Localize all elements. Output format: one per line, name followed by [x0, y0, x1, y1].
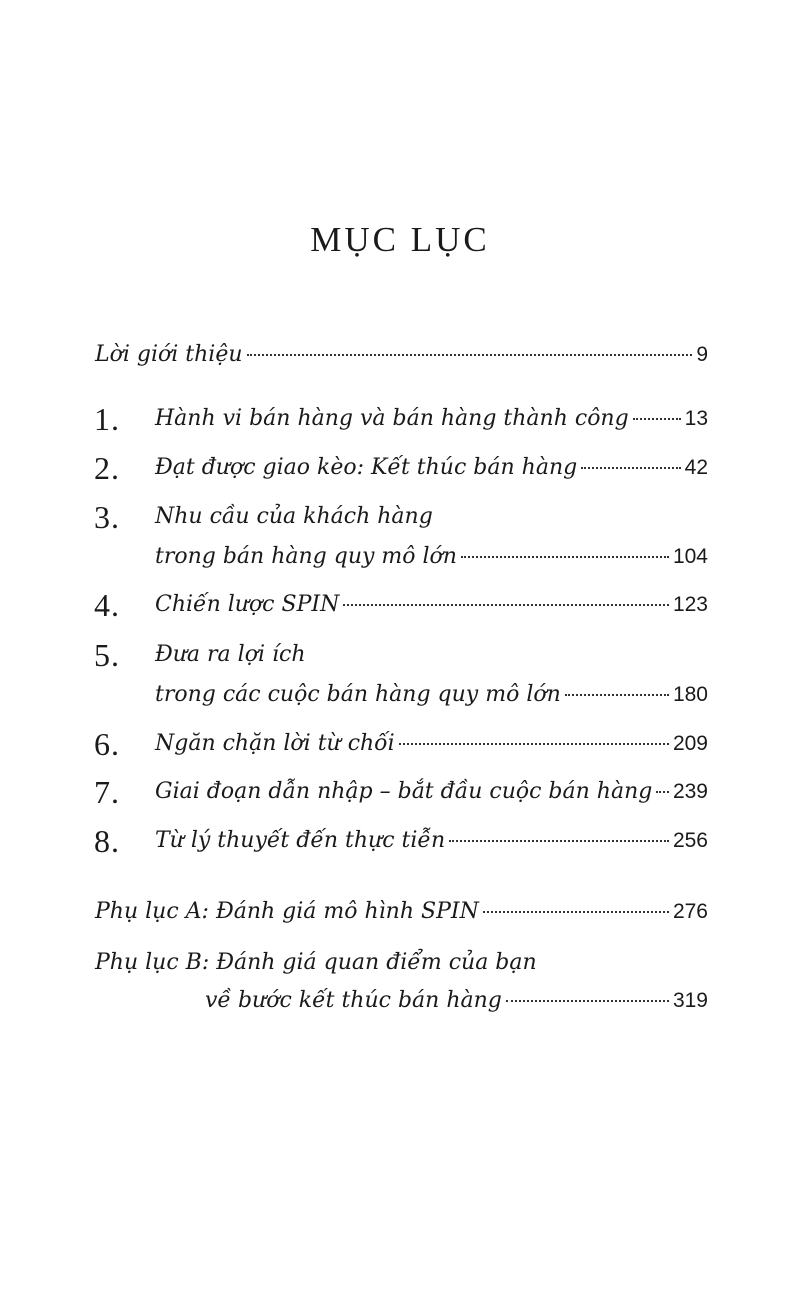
dot-leader [461, 556, 669, 558]
toc-entry-label: Từ lý thuyết đến thực tiễn [155, 828, 446, 853]
toc-entry-label: Giai đoạn dẫn nhập – bắt đầu cuộc bán hàng [155, 779, 653, 804]
toc-entry-label-line: Phụ lục B: Đánh giá quan điểm của bạn [95, 950, 537, 975]
chapter-number: 6. [94, 726, 120, 762]
chapter-number: 8. [94, 823, 120, 859]
dot-leader [343, 604, 669, 606]
toc-entry-label-line: Nhu cầu của khách hàng [155, 504, 433, 529]
dot-leader [565, 694, 669, 696]
dot-leader [483, 911, 669, 913]
toc-entry-page: 209 [672, 732, 708, 755]
toc-entry-label: Ngăn chặn lời từ chối [155, 731, 395, 756]
toc-entry-label: về bước kết thúc bán hàng [205, 988, 502, 1013]
toc-entry-label: Lời giới thiệu [95, 342, 243, 367]
chapter-number: 7. [94, 774, 120, 810]
toc-entry-chapter-8 [155, 826, 708, 856]
toc-entry-appendix-a [95, 897, 708, 927]
toc-entry-page: 13 [684, 407, 708, 430]
toc-entry-page: 104 [672, 545, 708, 568]
dot-leader [449, 840, 669, 842]
dot-leader [399, 743, 669, 745]
toc-entry-label: Phụ lục A: Đánh giá mô hình SPIN [95, 899, 479, 924]
dot-leader [656, 791, 669, 793]
toc-entry-chapter-2 [155, 453, 708, 483]
toc-entry-chapter-1 [155, 404, 708, 434]
toc-entry-appendix-b [205, 986, 708, 1016]
chapter-number: 5. [94, 637, 120, 673]
toc-entry-label-line: Đưa ra lợi ích [155, 642, 306, 667]
dot-leader [633, 418, 681, 420]
toc-entry-page: 276 [672, 900, 708, 923]
dot-leader [581, 467, 680, 469]
dot-leader [506, 1000, 669, 1002]
chapter-number: 3. [94, 499, 120, 535]
toc-entry-label: trong các cuộc bán hàng quy mô lớn [155, 682, 561, 707]
toc-entry-page: 123 [672, 593, 708, 616]
toc-entry-chapter-5 [155, 680, 708, 710]
toc-entry-page: 9 [696, 343, 708, 366]
toc-entry-intro [95, 340, 708, 370]
toc-entry-chapter-4 [155, 590, 708, 620]
chapter-number: 4. [94, 587, 120, 623]
chapter-number: 1. [94, 401, 120, 437]
page-title: MỤC LỤC [310, 220, 490, 259]
toc-entry-label: trong bán hàng quy mô lớn [155, 544, 457, 569]
toc-entry-label: Chiến lược SPIN [155, 592, 340, 617]
toc-entry-page: 256 [672, 829, 708, 852]
chapter-number: 2. [94, 450, 120, 486]
toc-entry-page: 239 [672, 780, 708, 803]
toc-entry-page: 180 [672, 683, 708, 706]
toc-entry-label: Hành vi bán hàng và bán hàng thành công [155, 406, 629, 431]
dot-leader [247, 354, 693, 356]
toc-entry-page: 319 [672, 989, 708, 1012]
toc-entry-chapter-6 [155, 729, 708, 759]
toc-entry-chapter-7 [155, 777, 708, 807]
toc-entry-chapter-3 [155, 542, 708, 572]
toc-entry-page: 42 [684, 456, 708, 479]
toc-entry-label: Đạt được giao kèo: Kết thúc bán hàng [155, 455, 578, 480]
